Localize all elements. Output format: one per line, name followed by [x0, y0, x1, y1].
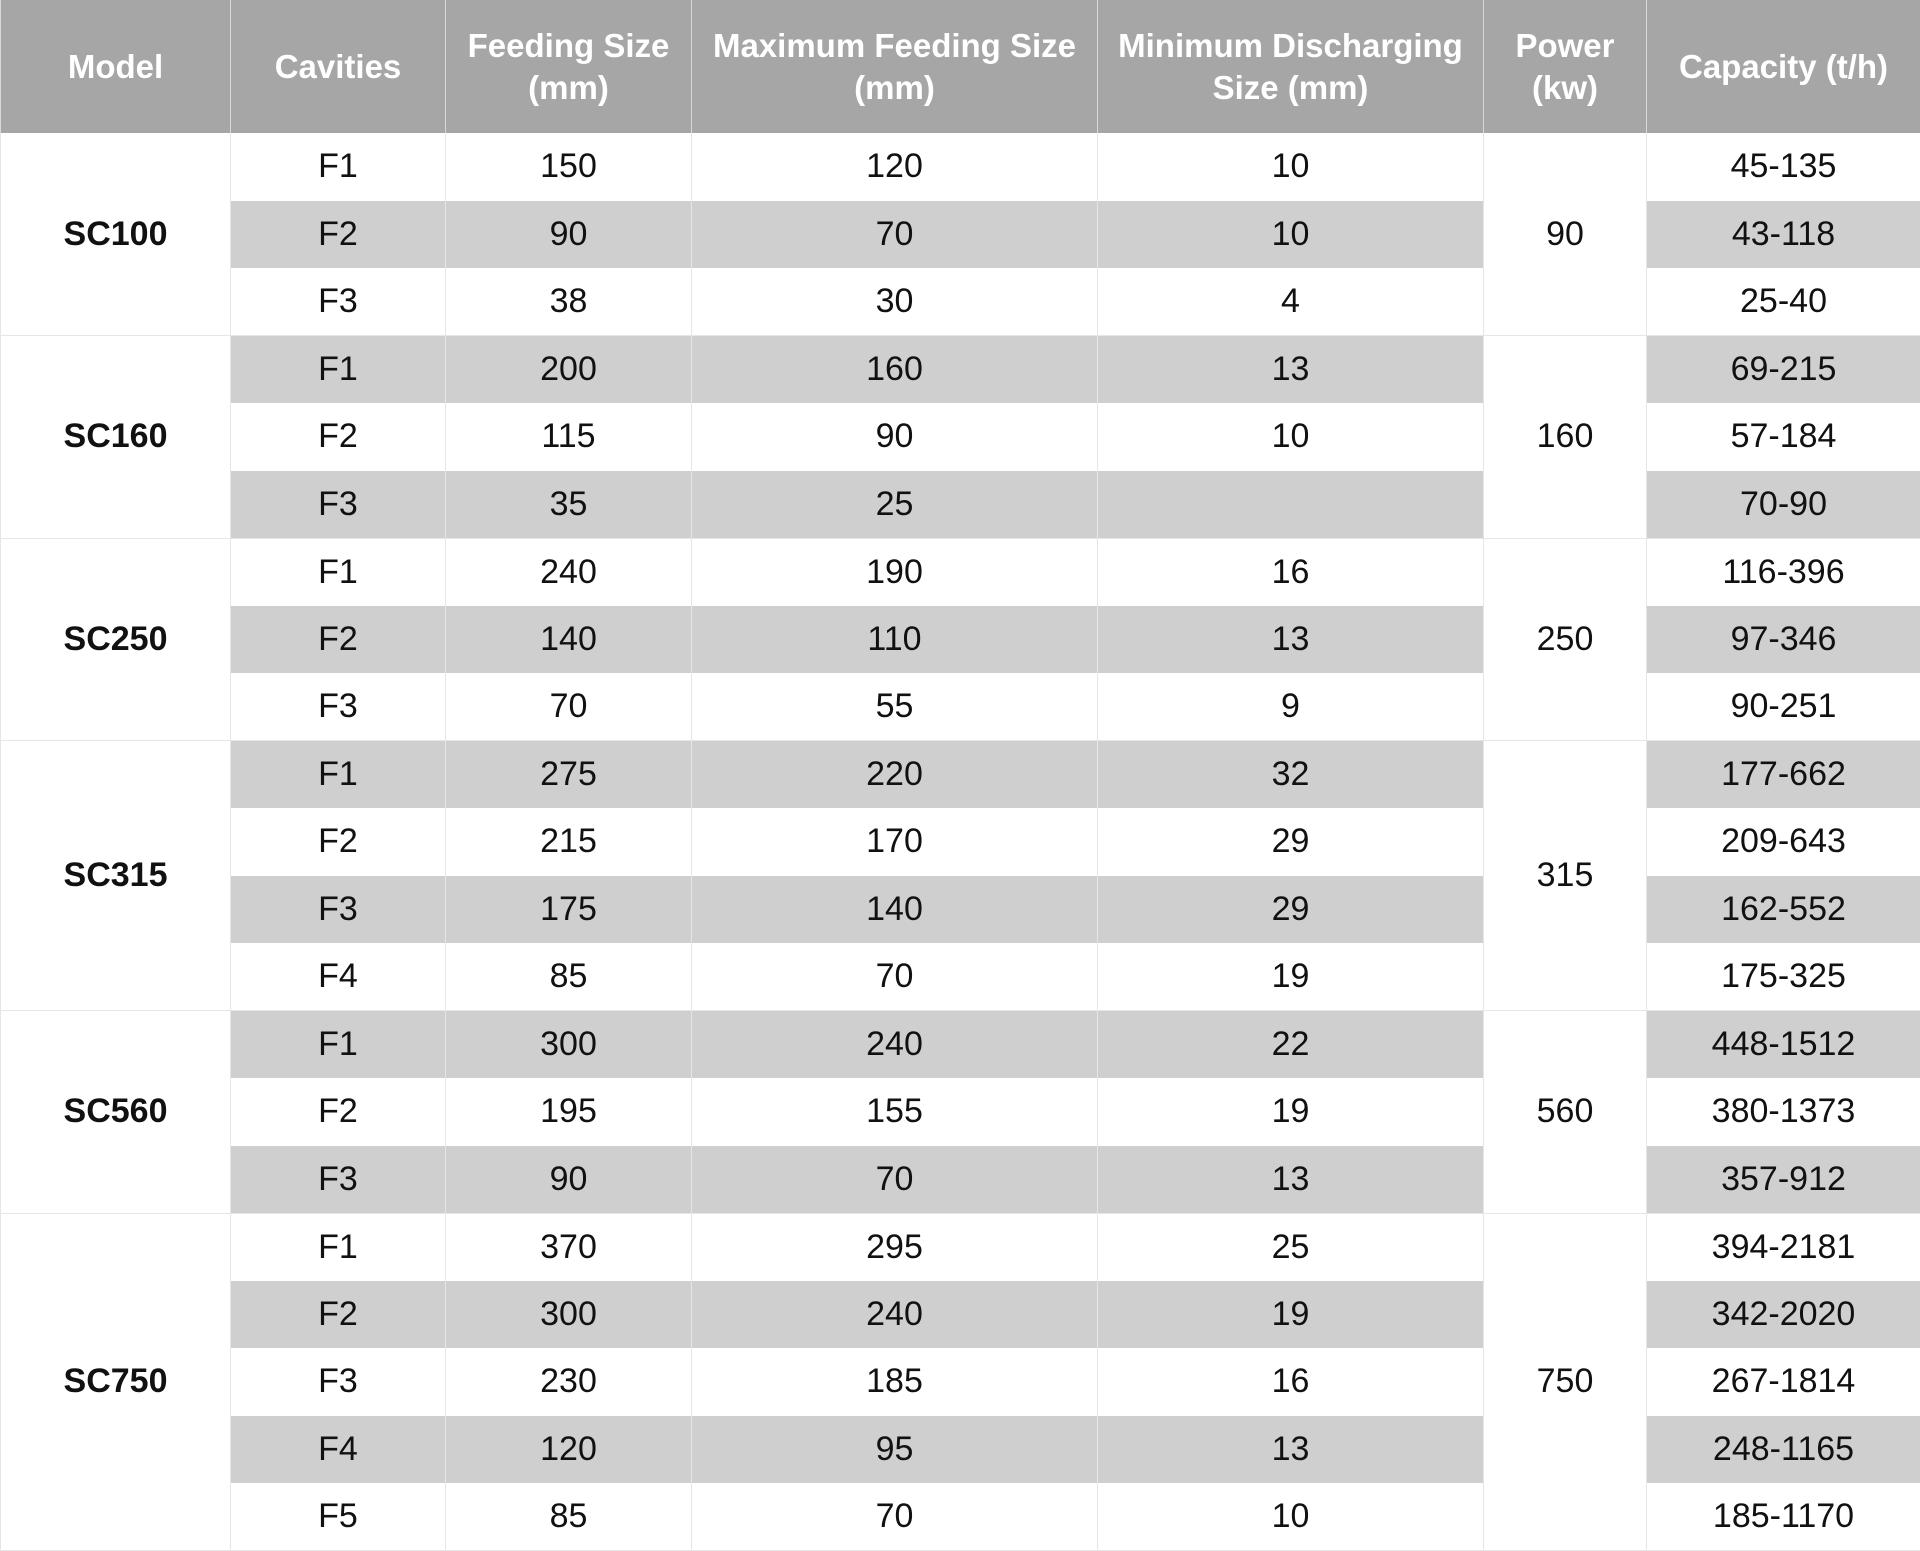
table-row [1, 336, 1920, 404]
max-feeding-size-cell: 295 [692, 1213, 1098, 1281]
header-max-feeding-size-line2: (mm) [696, 67, 1093, 109]
max-feeding-size-cell: 185 [692, 1348, 1098, 1416]
cavity-cell: F1 [231, 741, 446, 809]
cavity-cell: F2 [231, 201, 446, 269]
header-capacity-label: Capacity (t/h) [1651, 46, 1916, 88]
feeding-size-cell: 275 [446, 741, 692, 809]
min-discharging-size-cell: 16 [1098, 538, 1484, 606]
feeding-size-cell: 150 [446, 133, 692, 201]
table-body [1, 133, 1920, 1551]
header-power [1484, 0, 1647, 133]
power-cell: 90 [1484, 133, 1647, 336]
header-power-line2: (kw) [1488, 67, 1642, 109]
min-discharging-size-cell: 16 [1098, 1348, 1484, 1416]
max-feeding-size-cell: 190 [692, 538, 1098, 606]
min-discharging-size-cell: 32 [1098, 741, 1484, 809]
min-discharging-size-cell [1098, 471, 1484, 539]
min-discharging-size-cell: 13 [1098, 1416, 1484, 1484]
max-feeding-size-cell: 70 [692, 943, 1098, 1011]
cavity-cell: F3 [231, 876, 446, 944]
table-row [1, 133, 1920, 201]
model-cell: SC315 [1, 741, 231, 1011]
cavity-cell: F2 [231, 808, 446, 876]
power-cell: 160 [1484, 336, 1647, 539]
max-feeding-size-cell: 110 [692, 606, 1098, 674]
feeding-size-cell: 115 [446, 403, 692, 471]
feeding-size-cell: 370 [446, 1213, 692, 1281]
cavity-cell: F3 [231, 1348, 446, 1416]
max-feeding-size-cell: 160 [692, 336, 1098, 404]
header-row [1, 0, 1920, 133]
header-model [1, 0, 231, 133]
capacity-cell: 25-40 [1647, 268, 1920, 336]
cavity-cell: F4 [231, 943, 446, 1011]
model-cell: SC750 [1, 1213, 231, 1551]
cavity-cell: F1 [231, 1011, 446, 1079]
min-discharging-size-cell: 10 [1098, 403, 1484, 471]
min-discharging-size-cell: 19 [1098, 1078, 1484, 1146]
cavity-cell: F1 [231, 133, 446, 201]
capacity-cell: 267-1814 [1647, 1348, 1920, 1416]
feeding-size-cell: 120 [446, 1416, 692, 1484]
min-discharging-size-cell: 25 [1098, 1213, 1484, 1281]
feeding-size-cell: 230 [446, 1348, 692, 1416]
min-discharging-size-cell: 9 [1098, 673, 1484, 741]
feeding-size-cell: 175 [446, 876, 692, 944]
cavity-cell: F2 [231, 1078, 446, 1146]
min-discharging-size-cell: 29 [1098, 808, 1484, 876]
capacity-cell: 90-251 [1647, 673, 1920, 741]
model-cell: SC250 [1, 538, 231, 741]
feeding-size-cell: 38 [446, 268, 692, 336]
cavity-cell: F1 [231, 538, 446, 606]
capacity-cell: 70-90 [1647, 471, 1920, 539]
capacity-cell: 185-1170 [1647, 1483, 1920, 1551]
model-cell: SC560 [1, 1011, 231, 1214]
power-cell: 750 [1484, 1213, 1647, 1551]
capacity-cell: 380-1373 [1647, 1078, 1920, 1146]
capacity-cell: 394-2181 [1647, 1213, 1920, 1281]
header-feeding-size-line2: (mm) [450, 67, 687, 109]
feeding-size-cell: 195 [446, 1078, 692, 1146]
header-model-label: Model [5, 46, 226, 88]
feeding-size-cell: 240 [446, 538, 692, 606]
feeding-size-cell: 35 [446, 471, 692, 539]
feeding-size-cell: 300 [446, 1281, 692, 1349]
capacity-cell: 177-662 [1647, 741, 1920, 809]
min-discharging-size-cell: 19 [1098, 1281, 1484, 1349]
cavity-cell: F1 [231, 336, 446, 404]
power-cell: 250 [1484, 538, 1647, 741]
cavity-cell: F3 [231, 268, 446, 336]
max-feeding-size-cell: 70 [692, 1483, 1098, 1551]
min-discharging-size-cell: 10 [1098, 133, 1484, 201]
capacity-cell: 248-1165 [1647, 1416, 1920, 1484]
min-discharging-size-cell: 13 [1098, 606, 1484, 674]
cavity-cell: F3 [231, 1146, 446, 1214]
cavity-cell: F3 [231, 471, 446, 539]
cavity-cell: F3 [231, 673, 446, 741]
min-discharging-size-cell: 29 [1098, 876, 1484, 944]
capacity-cell: 116-396 [1647, 538, 1920, 606]
power-cell: 315 [1484, 741, 1647, 1011]
feeding-size-cell: 90 [446, 201, 692, 269]
cavity-cell: F2 [231, 1281, 446, 1349]
header-min-discharging-size-line2: Size (mm) [1102, 67, 1479, 109]
min-discharging-size-cell: 4 [1098, 268, 1484, 336]
max-feeding-size-cell: 240 [692, 1011, 1098, 1079]
table-row [1, 741, 1920, 809]
max-feeding-size-cell: 240 [692, 1281, 1098, 1349]
capacity-cell: 45-135 [1647, 133, 1920, 201]
header-capacity [1647, 0, 1920, 133]
max-feeding-size-cell: 220 [692, 741, 1098, 809]
capacity-cell: 342-2020 [1647, 1281, 1920, 1349]
header-max-feeding-size-line1: Maximum Feeding Size [696, 25, 1093, 67]
header-min-discharging-size [1098, 0, 1484, 133]
capacity-cell: 57-184 [1647, 403, 1920, 471]
max-feeding-size-cell: 120 [692, 133, 1098, 201]
max-feeding-size-cell: 95 [692, 1416, 1098, 1484]
min-discharging-size-cell: 10 [1098, 1483, 1484, 1551]
feeding-size-cell: 200 [446, 336, 692, 404]
capacity-cell: 97-346 [1647, 606, 1920, 674]
max-feeding-size-cell: 70 [692, 1146, 1098, 1214]
min-discharging-size-cell: 13 [1098, 336, 1484, 404]
feeding-size-cell: 300 [446, 1011, 692, 1079]
cavity-cell: F5 [231, 1483, 446, 1551]
capacity-cell: 43-118 [1647, 201, 1920, 269]
max-feeding-size-cell: 170 [692, 808, 1098, 876]
min-discharging-size-cell: 13 [1098, 1146, 1484, 1214]
feeding-size-cell: 90 [446, 1146, 692, 1214]
cavity-cell: F2 [231, 606, 446, 674]
max-feeding-size-cell: 90 [692, 403, 1098, 471]
capacity-cell: 448-1512 [1647, 1011, 1920, 1079]
min-discharging-size-cell: 10 [1098, 201, 1484, 269]
header-feeding-size-line1: Feeding Size [450, 25, 687, 67]
table-row [1, 1213, 1920, 1281]
min-discharging-size-cell: 22 [1098, 1011, 1484, 1079]
capacity-cell: 357-912 [1647, 1146, 1920, 1214]
max-feeding-size-cell: 70 [692, 201, 1098, 269]
feeding-size-cell: 85 [446, 1483, 692, 1551]
header-power-line1: Power [1488, 25, 1642, 67]
cavity-cell: F1 [231, 1213, 446, 1281]
max-feeding-size-cell: 140 [692, 876, 1098, 944]
max-feeding-size-cell: 30 [692, 268, 1098, 336]
power-cell: 560 [1484, 1011, 1647, 1214]
cavity-cell: F2 [231, 403, 446, 471]
header-cavities-label: Cavities [235, 46, 441, 88]
header-max-feeding-size [692, 0, 1098, 133]
max-feeding-size-cell: 155 [692, 1078, 1098, 1146]
feeding-size-cell: 215 [446, 808, 692, 876]
header-feeding-size [446, 0, 692, 133]
capacity-cell: 69-215 [1647, 336, 1920, 404]
model-cell: SC100 [1, 133, 231, 336]
model-cell: SC160 [1, 336, 231, 539]
header-cavities [231, 0, 446, 133]
header-min-discharging-size-line1: Minimum Discharging [1102, 25, 1479, 67]
feeding-size-cell: 140 [446, 606, 692, 674]
max-feeding-size-cell: 25 [692, 471, 1098, 539]
table-row [1, 538, 1920, 606]
table-row [1, 1011, 1920, 1079]
capacity-cell: 175-325 [1647, 943, 1920, 1011]
capacity-cell: 162-552 [1647, 876, 1920, 944]
cavity-cell: F4 [231, 1416, 446, 1484]
min-discharging-size-cell: 19 [1098, 943, 1484, 1011]
feeding-size-cell: 85 [446, 943, 692, 1011]
capacity-cell: 209-643 [1647, 808, 1920, 876]
feeding-size-cell: 70 [446, 673, 692, 741]
max-feeding-size-cell: 55 [692, 673, 1098, 741]
